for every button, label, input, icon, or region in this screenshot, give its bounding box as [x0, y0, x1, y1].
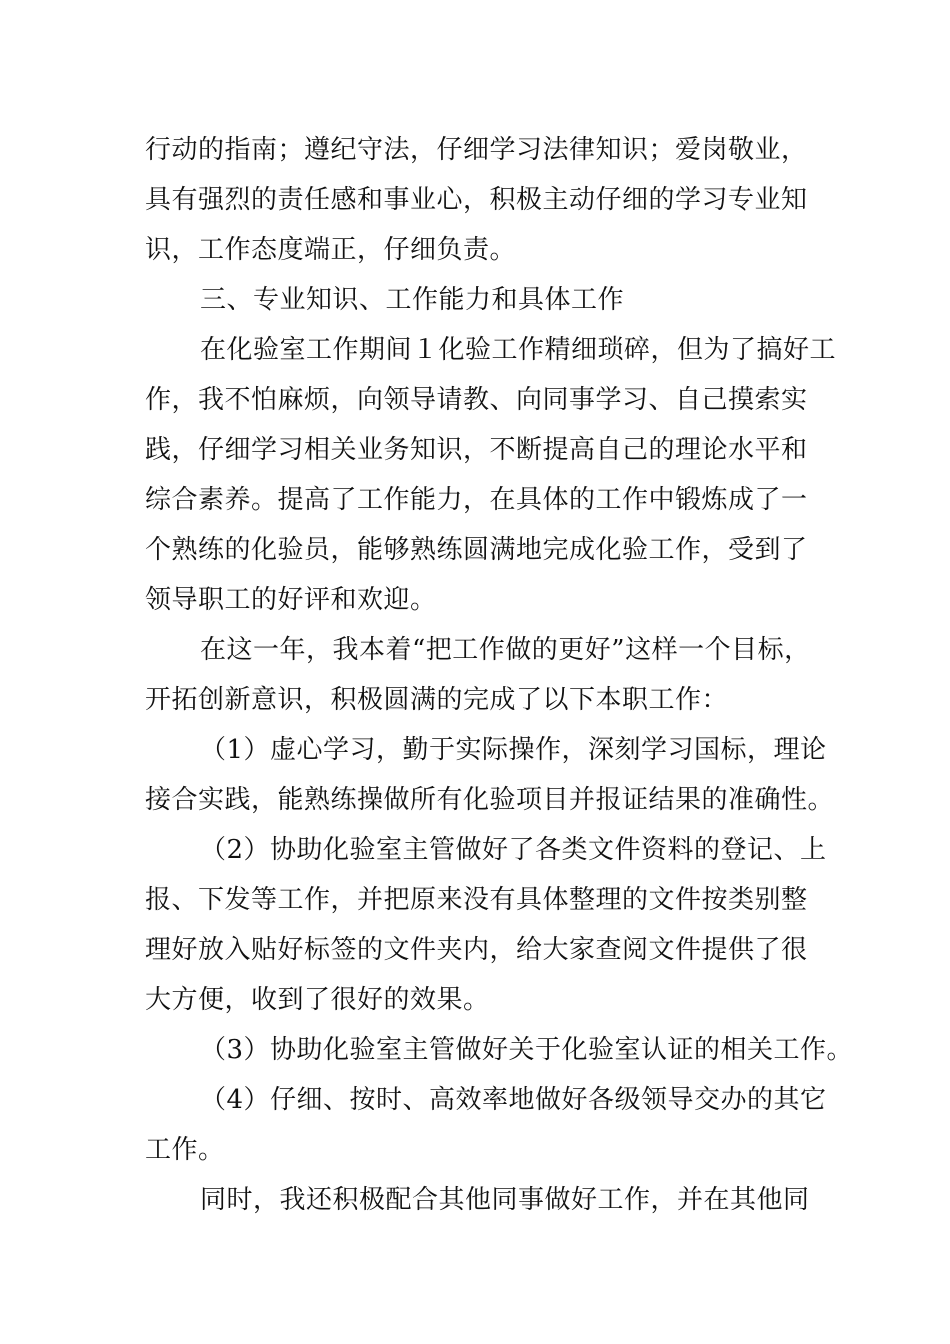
text-line: 报、下发等工作，并把原来没有具体整理的文件按类别整	[145, 885, 808, 915]
list-item: （3）协助化验室主管做好关于化验室认证的相关工作。	[200, 1035, 854, 1065]
list-item: （1）虚心学习，勤于实际操作，深刻学习国标，理论	[200, 735, 827, 765]
list-item: （2）协助化验室主管做好了各类文件资料的登记、上	[200, 835, 827, 865]
text-line: 开拓创新意识，积极圆满的完成了以下本职工作：	[145, 685, 729, 715]
text-line: 在化验室工作期间１化验工作精细琐碎，但为了搞好工	[200, 335, 837, 365]
section-heading: 三、专业知识、工作能力和具体工作	[200, 285, 625, 315]
text-line: 践，仔细学习相关业务知识，不断提高自己的理论水平和	[145, 435, 808, 465]
text-line: 作，我不怕麻烦，向领导请教、向同事学习、自己摸索实	[145, 385, 808, 415]
text-line: 同时，我还积极配合其他同事做好工作，并在其他同	[200, 1185, 810, 1215]
text-line: 工作。	[145, 1135, 225, 1165]
text-line: 领导职工的好评和欢迎。	[145, 585, 437, 615]
text-line: 个熟练的化验员，能够熟练圆满地完成化验工作，受到了	[145, 535, 808, 565]
list-item: （4）仔细、按时、高效率地做好各级领导交办的其它	[200, 1085, 827, 1115]
text-line: 在这一年，我本着“把工作做的更好”这样一个目标，	[200, 635, 811, 665]
text-line: 理好放入贴好标签的文件夹内，给大家查阅文件提供了很	[145, 935, 808, 965]
text-line: 综合素养。提高了工作能力，在具体的工作中锻炼成了一	[145, 485, 808, 515]
text-line: 行动的指南；遵纪守法，仔细学习法律知识；爱岗敬业，	[145, 135, 808, 165]
text-line: 大方便，收到了很好的效果。	[145, 985, 490, 1015]
text-line: 具有强烈的责任感和事业心，积极主动仔细的学习专业知	[145, 185, 808, 215]
text-line: 接合实践，能熟练操做所有化验项目并报证结果的准确性。	[145, 785, 835, 815]
text-line: 识，工作态度端正，仔细负责。	[145, 235, 517, 265]
